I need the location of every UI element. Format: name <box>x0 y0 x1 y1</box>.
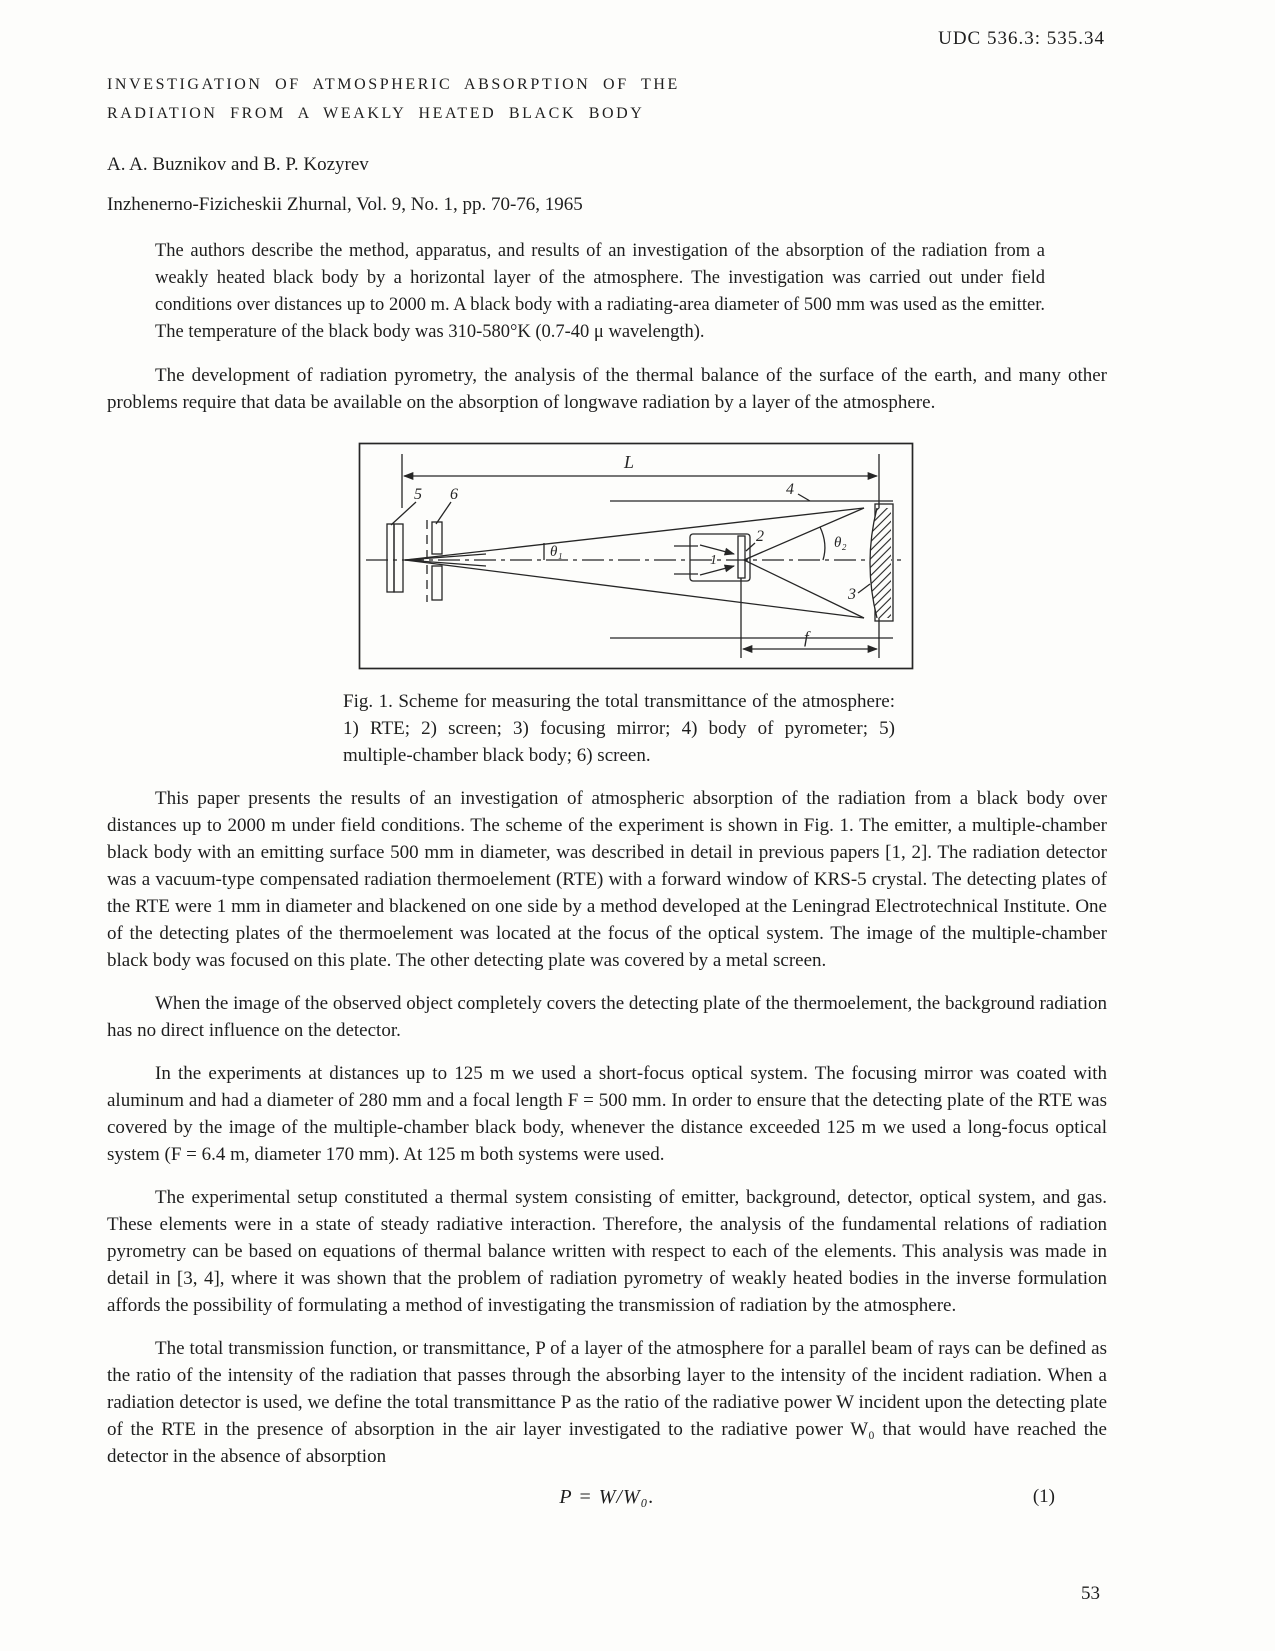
equation-formula: P = W/W₀. <box>559 1486 655 1508</box>
upper-ray <box>405 508 864 560</box>
paper-title-line2: RADIATION FROM A WEAKLY HEATED BLACK BODY <box>107 105 645 122</box>
figure-label-4: 4 <box>786 481 794 498</box>
rte-housing <box>690 534 750 581</box>
detecting-plate <box>738 536 745 578</box>
page-number: 53 <box>1081 1583 1100 1604</box>
paragraph-image-covers: When the image of the observed object completely covers the detecting plate of the thermoelement, the background radiation has no direct influence on the detector. <box>107 993 1107 1041</box>
label-4-leader <box>798 494 810 501</box>
figure-label-theta2: θ₂ <box>834 535 847 551</box>
abstract-text: The authors describe the method, apparatus, and results of an investigation of the absorption of the radiation from a weakly heated black body by a horizontal layer of the atmosphere. The investigation was carried out under field conditions over distances up to 2000 m. A black body with a radiating-area diameter of 500 mm was used as the emitter. The temperature of the black body was 310-580°K (0.7-40 μ wavelength). <box>155 241 1045 342</box>
figure-label-2: 2 <box>756 528 764 545</box>
paper-title <box>107 70 1107 128</box>
screen-6-lower <box>432 566 442 600</box>
figure-label-5: 5 <box>414 486 422 503</box>
paper-title-line1: INVESTIGATION OF ATMOSPHERIC ABSORPTION OF THE <box>107 76 680 93</box>
figure-label-L: L <box>624 452 635 472</box>
paragraph-experimental-setup: The experimental setup constituted a thermal system consisting of emitter, background, detector, optical system, and gas. These elements were in a state of steady radiative interaction. Therefore, the analysis of the fundamental relations of radiation pyrometry can be based on equations of thermal balance written with respect to each of the elements. This analysis was made in detail in [3, 4], where it was shown that the problem of radiation pyrometry of weakly heated bodies in the inverse formulation affords the possibility of formulating a method of investigating the transmission of radiation by the atmosphere. <box>107 1187 1107 1316</box>
measurement-scheme-figure <box>358 442 914 670</box>
figure-1-caption: Fig. 1. Scheme for measuring the total transmittance of the atmosphere: 1) RTE; 2) screen; 3) focusing mirror; 4) body of pyrometer; 5) multiple-chamber black body; 6) screen. <box>343 691 895 766</box>
figure-label-1: 1 <box>710 553 717 568</box>
equation-number: (1) <box>1032 1486 1055 1507</box>
page-content <box>107 70 1107 1516</box>
udc-classification: UDC 536.3: 535.34 <box>938 28 1105 49</box>
label-3-leader <box>858 584 870 593</box>
label-5-leader <box>391 502 416 525</box>
rte-junction-upper <box>700 545 734 554</box>
label-6-leader <box>436 502 451 524</box>
lower-ray <box>405 560 864 618</box>
authors-line: A. A. Buznikov and B. P. Kozyrev <box>107 154 369 175</box>
paragraph-experiments-125m: In the experiments at distances up to 125 m we used a short-focus optical system. The focusing mirror was coated with aluminum and had a diameter of 280 mm and a focal length F = 500 mm. In order to ensure that the detecting plate of the RTE was covered by the image of the multiple-chamber black body, whenever the distance exceeded 125 m we used a long-focus optical system (F = 6.4 m, diameter 170 mm). At 125 m both systems were used. <box>107 1063 1107 1165</box>
screen-6-upper <box>432 522 442 554</box>
theta2-angle-arc <box>820 527 825 560</box>
rte-junction-lower <box>700 566 734 575</box>
figure-label-theta1: θ₁ <box>550 544 563 560</box>
black-body-chambers <box>394 524 403 592</box>
figure-label-6: 6 <box>450 486 458 503</box>
paragraph-total-transmission: The total transmission function, or transmittance, P of a layer of the atmosphere for a parallel beam of rays can be defined as the ratio of the intensity of the radiation that passes through the absorbing layer to the intensity of the incident radiation. When a radiation detector is used, we define the total transmittance P as the ratio of the radiative power W incident upon the detecting plate of the RTE in the presence of absorption in the air layer investigated to the radiative power W₀ that would have reached the detector in the absence of absorption <box>107 1338 1107 1467</box>
black-body-back-plate <box>387 524 394 592</box>
equation-1-row <box>107 1486 1107 1516</box>
reflected-ray-lower <box>744 560 864 618</box>
figure-label-3: 3 <box>848 586 856 603</box>
figure-label-f: f <box>804 628 809 647</box>
journal-line: Inzhenerno-Fizicheskii Zhurnal, Vol. 9, No. 1, pp. 70-76, 1965 <box>107 194 583 215</box>
paragraph-development: The development of radiation pyrometry, the analysis of the thermal balance of the surface of the earth, and many other problems require that data be available on the absorption of longwave radiation by a layer of the atmosphere. <box>107 365 1107 413</box>
figure-1-diagram <box>358 442 914 670</box>
paragraph-this-paper: This paper presents the results of an investigation of atmospheric absorption of the radiation from a black body over distances up to 2000 m under field conditions. The scheme of the experiment is shown in Fig. 1. The emitter, a multiple-chamber black body with an emitting surface 500 mm in diameter, was described in detail in previous papers [1, 2]. The radiation detector was a vacuum-type compensated radiation thermoelement (RTE) with a forward window of KRS-5 crystal. The detecting plates of the RTE were 1 mm in diameter and blackened on one side by a method developed at the Leningrad Electrotechnical Institute. One of the detecting plates of the thermoelement was located at the focus of the optical system. The image of the multiple-chamber black body was focused on this plate. The other detecting plate was covered by a metal screen. <box>107 788 1107 971</box>
